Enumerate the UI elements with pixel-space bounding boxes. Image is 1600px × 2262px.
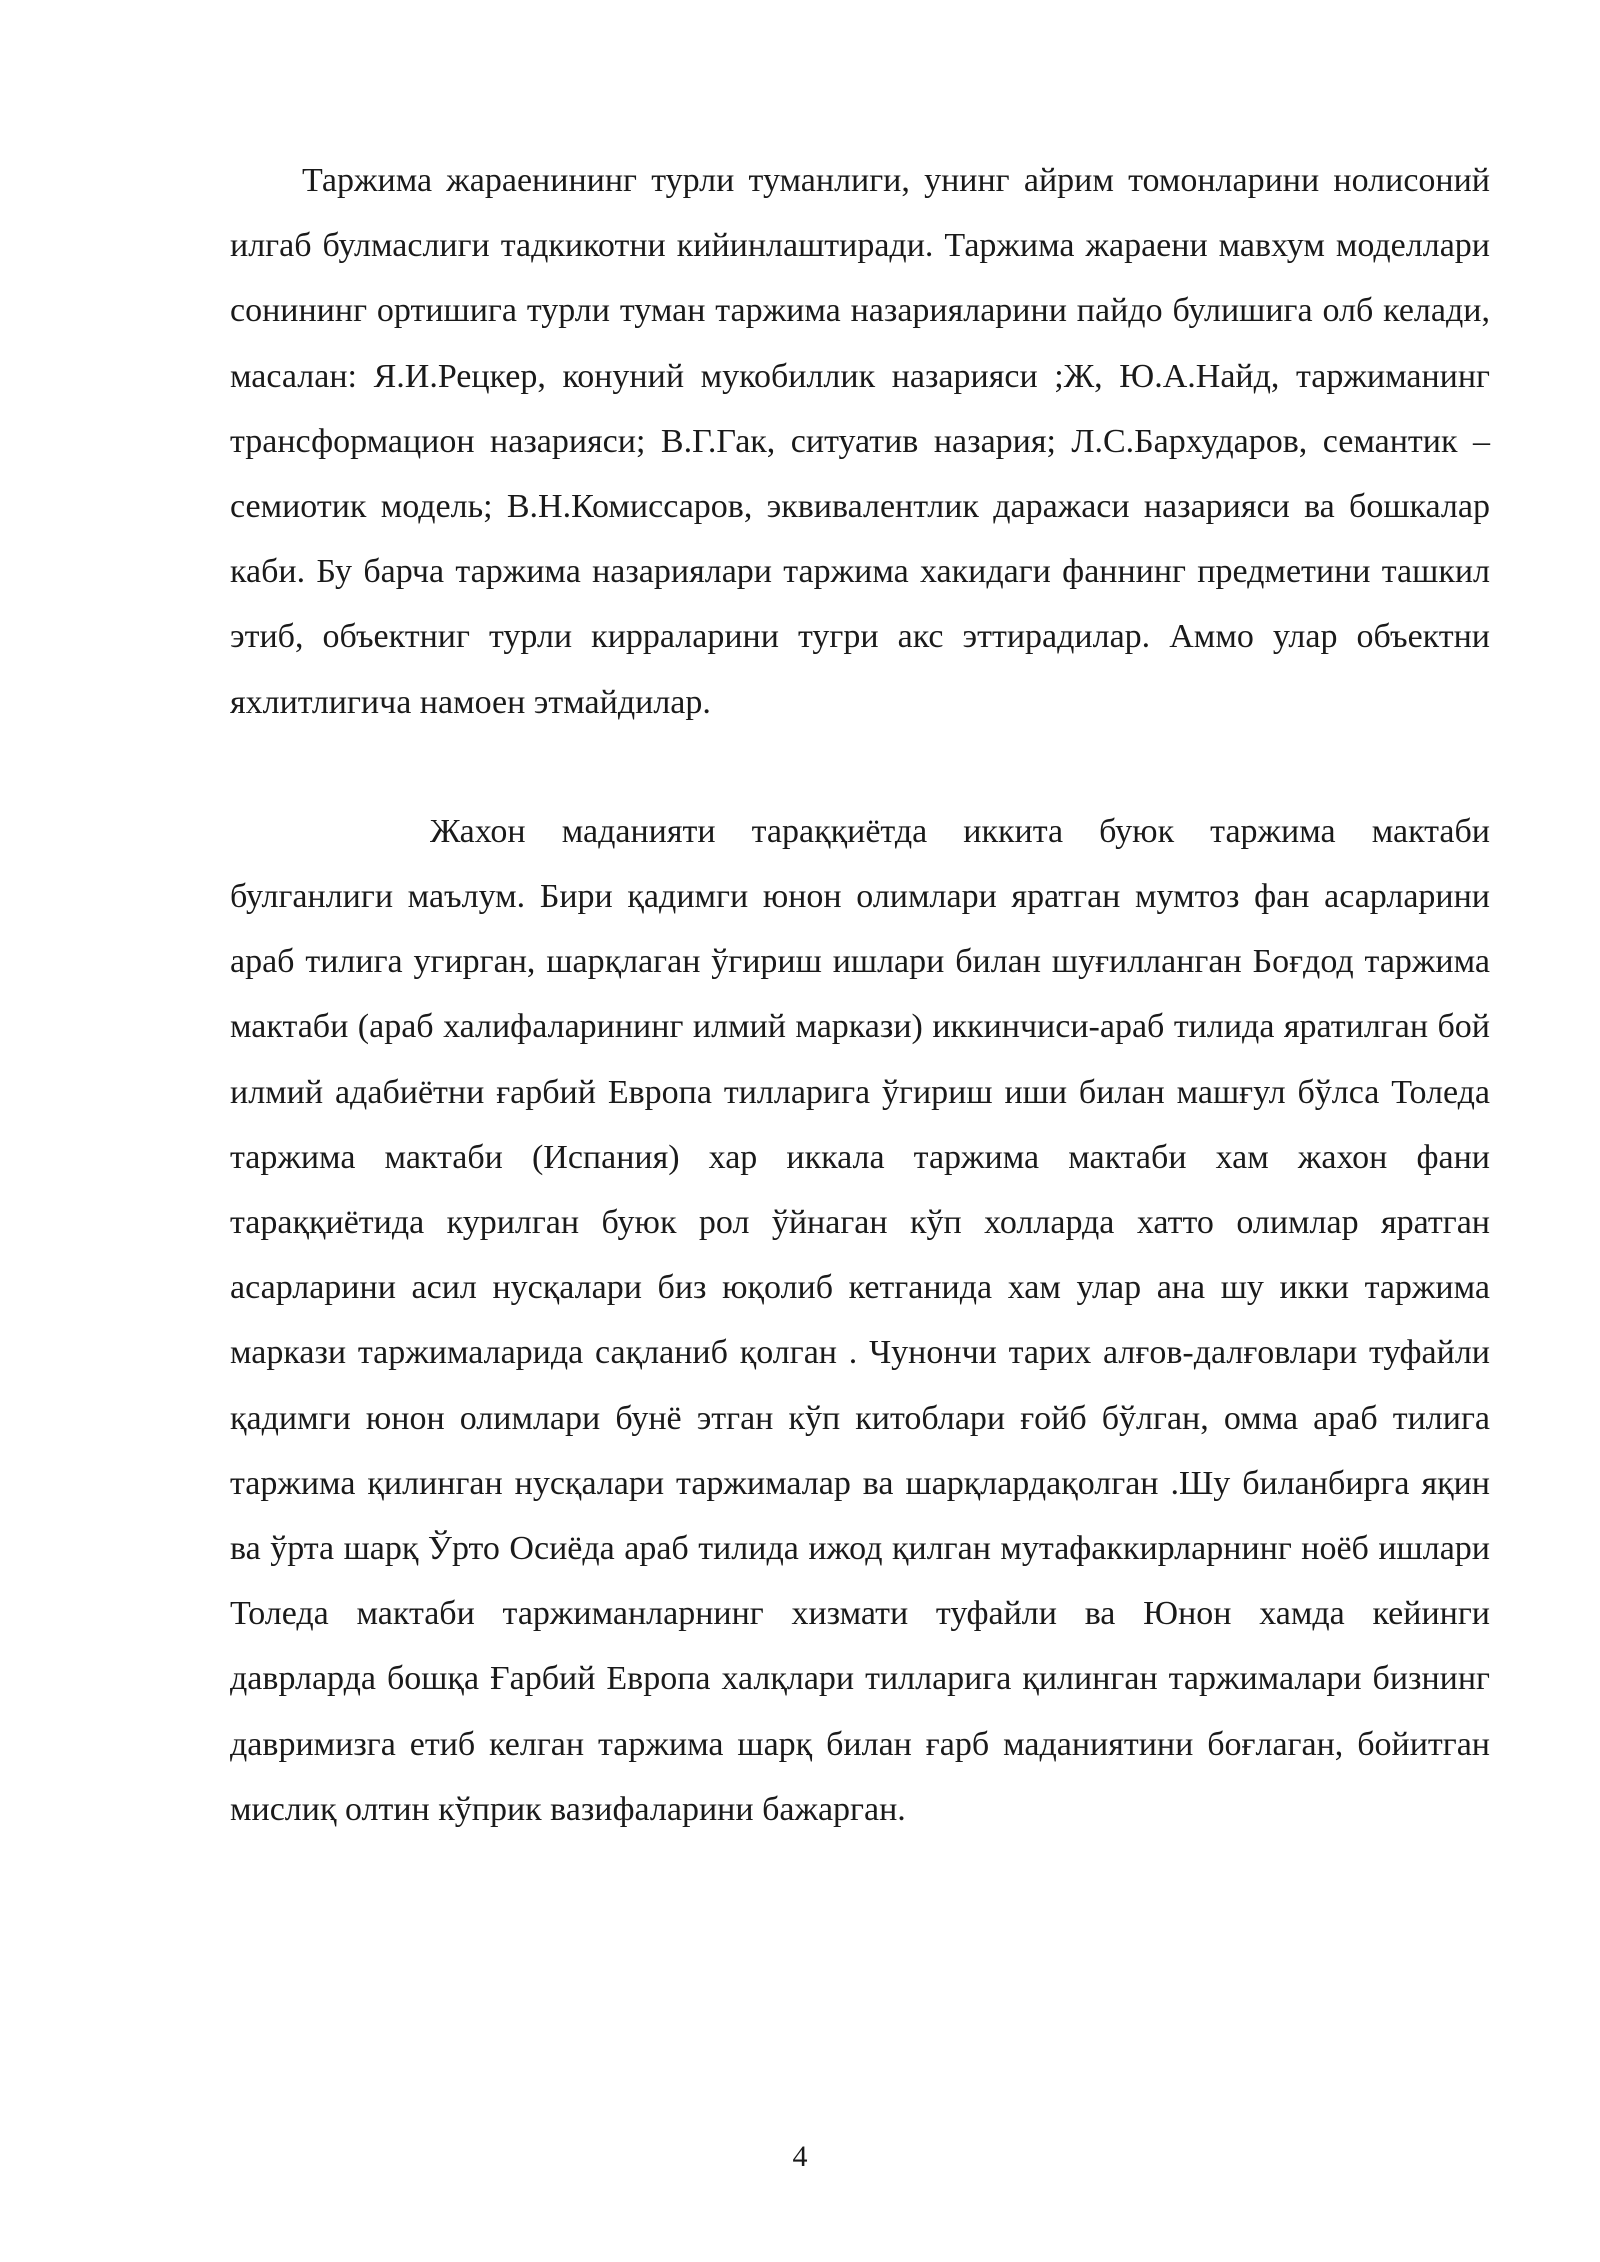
page-number: 4 <box>792 2140 808 2173</box>
paragraph-translation-schools: Жахон маданияти тараққиётда иккита буюк таржима мактаби булганлиги маълум. Бири қадимги юнон олимлари яратган мумтоз фан асарларини араб тилига угирган, шарқлаган ўгириш ишлари билан шуғилланган Боғдод таржима мактаби (араб халифаларининг илмий маркази) иккинчиси-араб тилида яратилган бой илмий адабиётни ғарбий Европа тилларига ўгириш иши билан машғул бўлса Толеда таржима мактаби (Испания) хар иккала таржима мактаби хам жахон фани тараққиётида курилган буюк рол ўйнаган кўп холларда хатто олимлар яратган асарларини асил нусқалари биз юқолиб кетганида хам улар ана шу икки таржима маркази таржималарида сақланиб қолган . Чунончи тарих алғов-далғовлари туфайли қадимги юнон олимлари бунё этган кўп китоблари ғойб бўлган, омма араб тилига таржима қилинган нусқалари таржималар ва шарқлардақолган .Шу биланбирга яқин ва ўрта шарқ Ўрто Осиёда араб тилида ижод қилган мутафаккирларнинг ноёб ишлари Толеда мактаби таржиманларнинг хизмати туфайли ва Юнон хамда кейинги даврларда бошқа Ғарбий Европа халқлари тилларига қилинган таржималари бизнинг давримизга етиб келган таржима шарқ билан ғарб маданиятини боғлаган, бойитган мислиқ олтин кўприк вазифаларини бажарган. <box>230 812 1490 1828</box>
paragraph-translation-theories: Таржима жараенининг турли туманлиги, унинг айрим томонларини нолисоний илгаб булмаслиги тадкикотни кийинлаштиради. Таржима жараени мавхум моделлари сонининг ортишига турли туман таржима назарияларини пайдо булишига олб келади, масалан: Я.И.Рецкер, конуний мукобиллик назарияси ;Ж, Ю.А.Найд, таржиманинг трансформацион назарияси; В.Г.Гак, ситуатив назария; Л.С.Бархударов, семантик – семиотик модель; В.Н.Комиссаров, эквивалентлик даражаси назарияси ва бошкалар каби. Бу барча таржима назариялари таржима хакидаги фаннинг предметини ташкил этиб, объектниг турли кирраларини тугри акс эттирадилар. Аммо улар объектни яхлитлигича намоен этмайдилар. <box>230 162 1490 721</box>
body-text <box>230 148 1490 1842</box>
